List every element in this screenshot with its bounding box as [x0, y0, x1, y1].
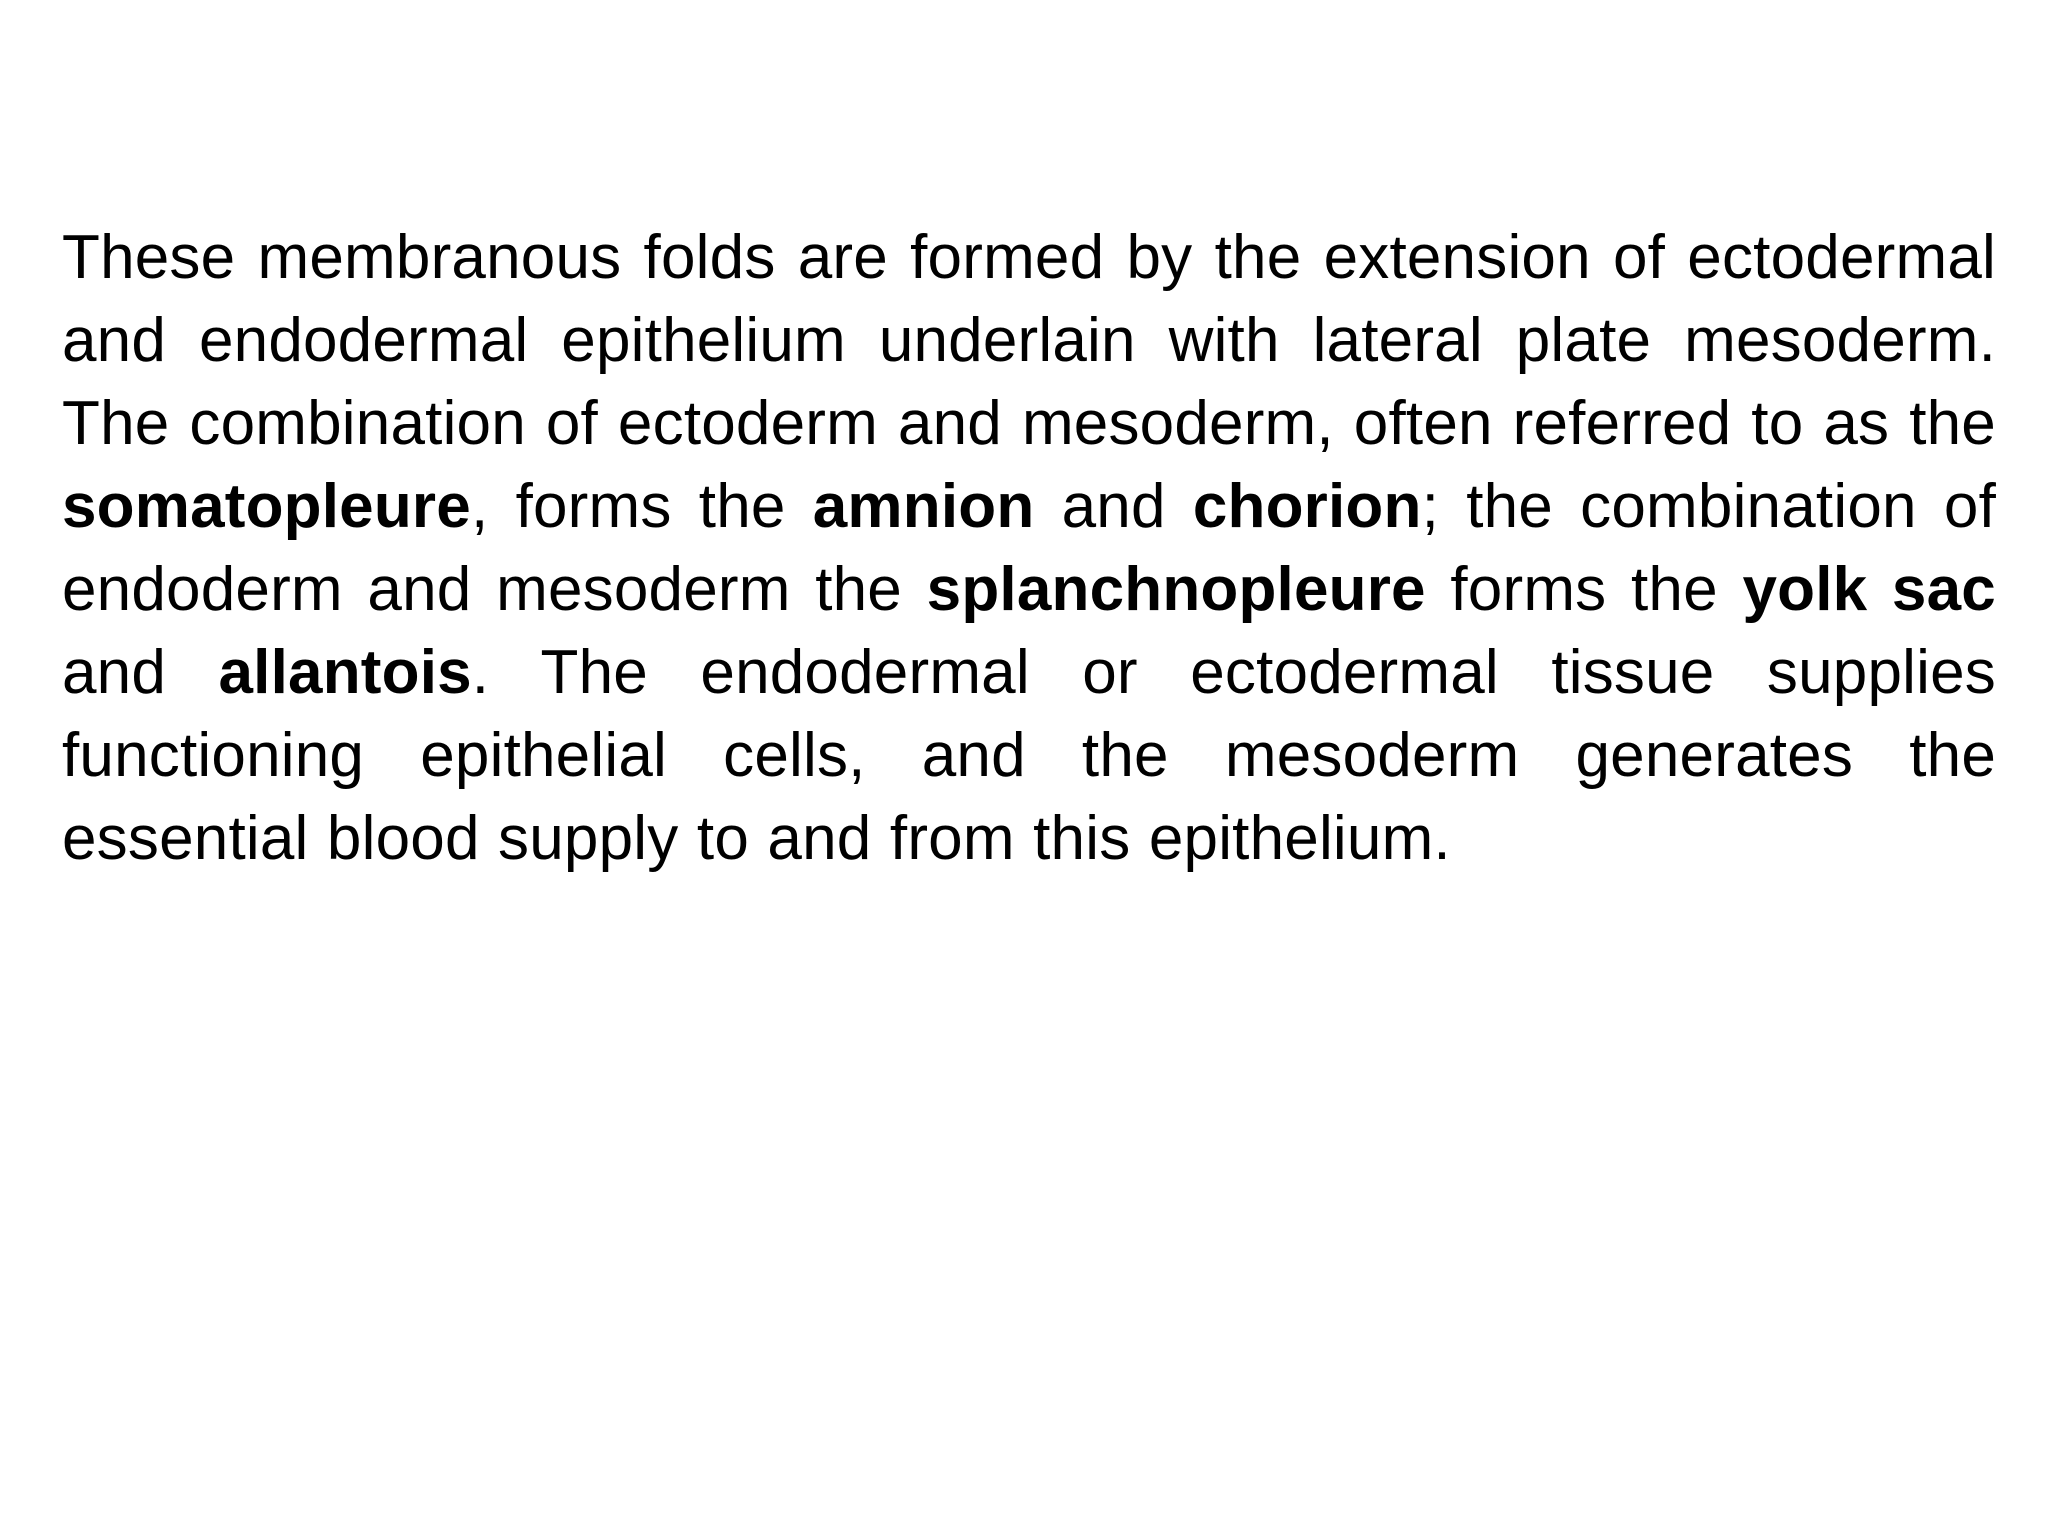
term-splanchnopleure: splanchnopleure	[926, 555, 1426, 624]
text-run: and	[1034, 472, 1193, 541]
body-paragraph	[62, 216, 1996, 880]
text-run: and	[62, 638, 219, 707]
text-run: These membranous folds are formed by the extension of ectodermal and endodermal epithelium underlain with lateral plate mesoderm. The combination of ectoderm and mesoderm, often referred to as the	[62, 223, 1996, 458]
term-yolk-sac: yolk sac	[1742, 555, 1996, 624]
text-run: . The endodermal or ectodermal tissue supplies functioning epithelial cells, and the mesoderm generates the essential blood supply to and from this epithelium.	[62, 638, 1996, 873]
text-run: ; the combination of endoderm and mesoderm the	[62, 472, 1996, 624]
text-run: forms the	[1425, 555, 1743, 624]
term-chorion: chorion	[1192, 472, 1422, 541]
term-allantois: allantois	[218, 638, 472, 707]
text-run: , forms the	[470, 472, 813, 541]
term-amnion: amnion	[812, 472, 1035, 541]
term-somatopleure: somatopleure	[62, 472, 471, 541]
